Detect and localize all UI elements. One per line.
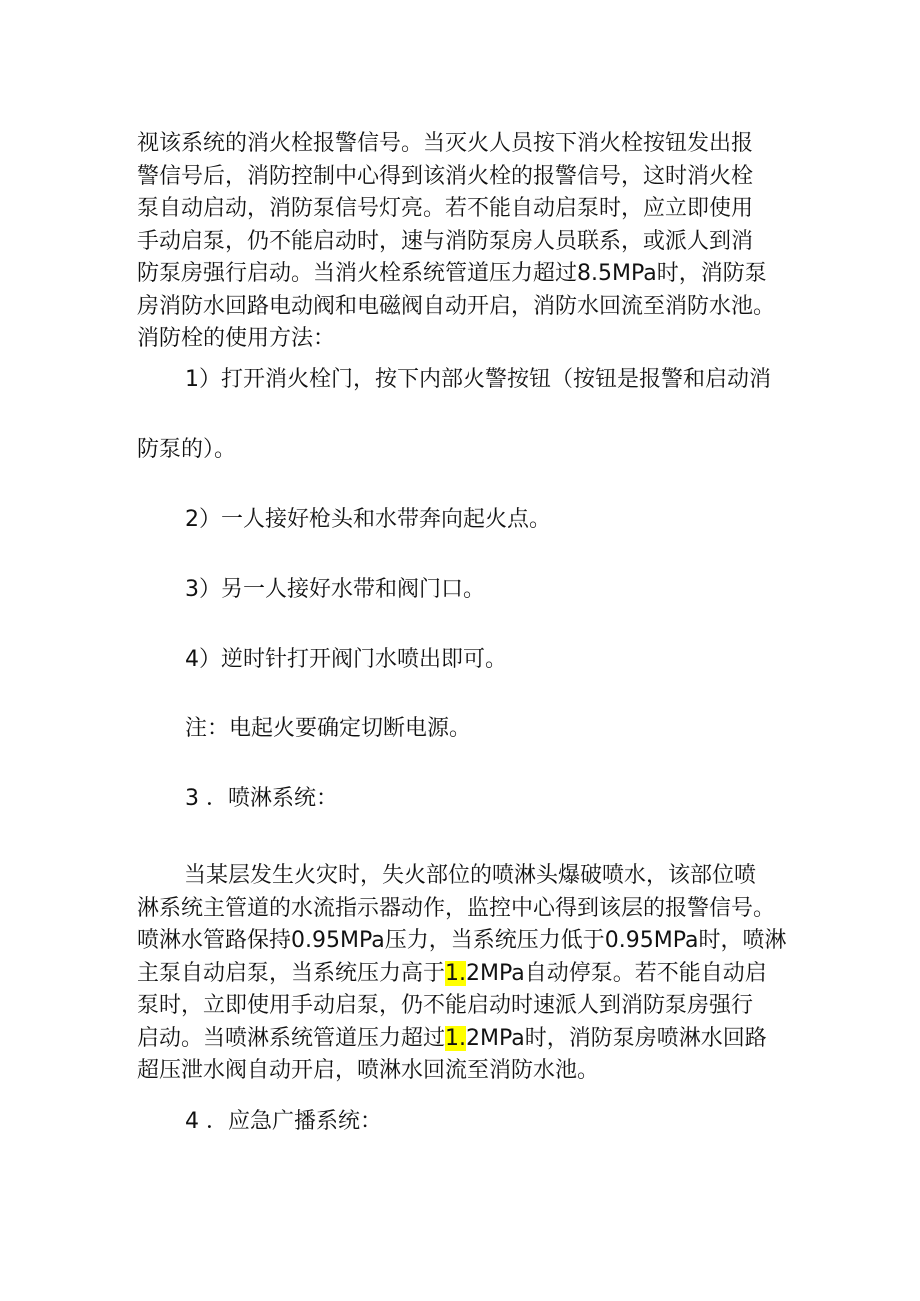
paragraph-line: 警信号后，消防控制中心得到该消火栓的报警信号，这时消火栓	[137, 163, 754, 189]
section-3-heading: 3 ．喷淋系统：	[185, 786, 338, 811]
sprinkler-system-paragraph	[137, 860, 797, 1088]
step-1-line-2: 防泵的）。	[137, 437, 237, 462]
step-4: 4）逆时针打开阀门水喷出即可。	[185, 647, 507, 672]
text-segment: 主泵自动启泵，当系统压力高于	[137, 960, 446, 986]
step-2: 2）一人接好枪头和水带奔向起火点。	[185, 507, 551, 532]
text-segment: 启动。当喷淋系统管道压力超过	[137, 1025, 446, 1051]
highlighted-value: 1.	[445, 1025, 467, 1051]
step-1-line-1: 1）打开消火栓门，按下内部火警按钮（按钮是报警和启动消	[185, 367, 771, 392]
hydrant-system-paragraph	[137, 128, 797, 356]
paragraph-line: 泵自动启动，消防泵信号灯亮。若不能自动启泵时，应立即使用	[137, 196, 754, 221]
paragraph-line: 消防栓的使用方法：	[137, 326, 336, 351]
paragraph-line: 超压泄水阀自动开启，喷淋水回流至消防水池。	[137, 1058, 600, 1083]
safety-note: 注：电起火要确定切断电源。	[185, 716, 472, 741]
paragraph-line: 当某层发生火灾时，失火部位的喷淋头爆破喷水，该部位喷	[184, 863, 757, 888]
paragraph-line: 泵时，立即使用手动启泵，仍不能启动时速派人到消防泵房强行	[137, 993, 754, 1018]
paragraph-line: 喷淋水管路保持0.95MPa压力，当系统压力低于0.95MPa时，喷淋	[137, 928, 787, 953]
paragraph-line: 淋系统主管道的水流指示器动作，监控中心得到该层的报警信号。	[137, 895, 776, 921]
paragraph-line: 防泵房强行启动。当消火栓系统管道压力超过8.5MPa时，消防泵	[137, 261, 767, 286]
section-4-heading: 4 ．应急广播系统：	[185, 1109, 382, 1134]
highlighted-value: 1.	[445, 960, 467, 986]
paragraph-line	[137, 1023, 797, 1056]
paragraph-line: 手动启泵，仍不能启动时，速与消防泵房人员联系，或派人到消	[137, 228, 754, 254]
step-3: 3）另一人接好水带和阀门口。	[185, 577, 485, 602]
text-segment: 2MPa时，消防泵房喷淋水回路	[466, 1025, 767, 1051]
text-segment: 2MPa自动停泵。若不能自动启	[466, 960, 767, 986]
paragraph-line: 视该系统的消火栓报警信号。当灭火人员按下消火栓按钮发出报	[137, 131, 754, 156]
paragraph-line: 房消防水回路电动阀和电磁阀自动开启，消防水回流至消防水池。	[137, 293, 776, 319]
paragraph-line	[137, 958, 797, 991]
